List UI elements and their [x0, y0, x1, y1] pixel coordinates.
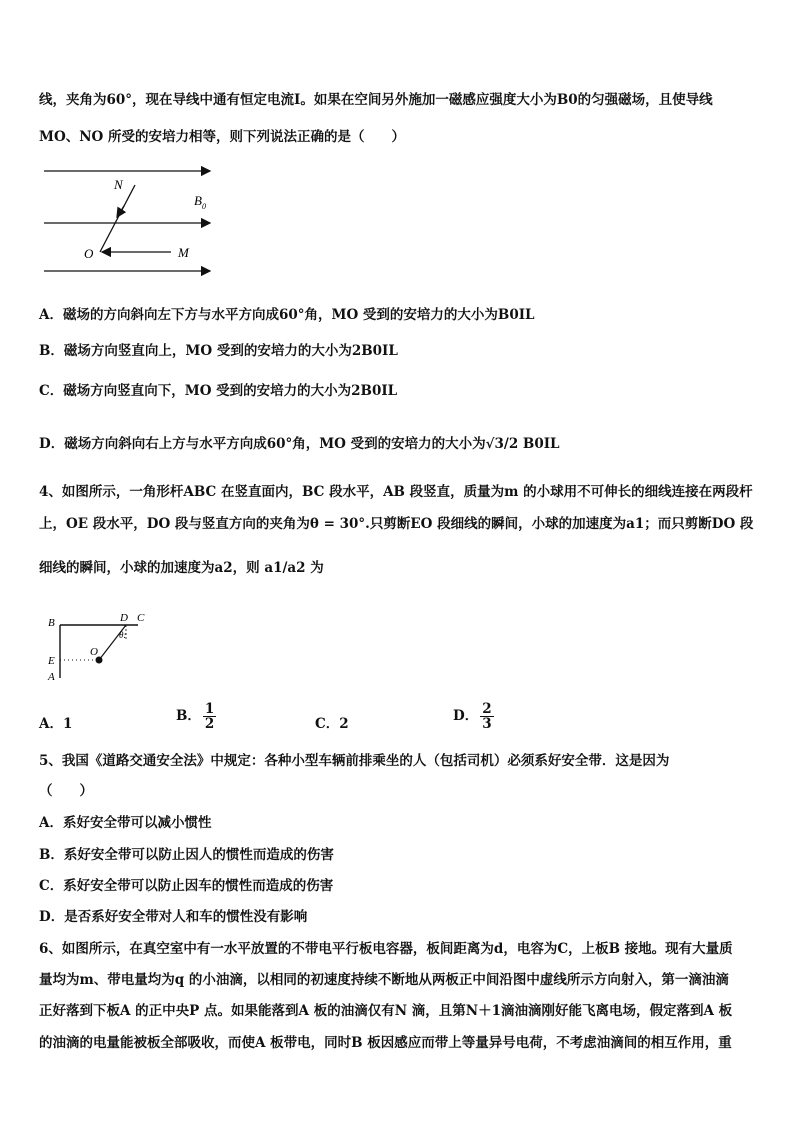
- label-A: A: [48, 671, 55, 683]
- label-C: C: [137, 612, 145, 624]
- label-N: N: [114, 177, 123, 192]
- q3-text-line-1: 线，夹角为60°，现在导线中通有恒定电流I。如果在空间另外施加一磁感应强度大小为B0的匀强磁场，且使导线: [39, 92, 713, 108]
- q4-option-b: B． $\frac{1}{2}$: [176, 701, 215, 733]
- q3-magnetic-field-figure: [38, 160, 238, 280]
- label-O: O: [90, 646, 98, 658]
- q6-text-line-1: 6、如图所示，在真空室中有一水平放置的不带电平行板电容器，板间距离为d，电容为C，上板B 接地。现有大量质: [39, 941, 733, 957]
- q6-text-line-2: 量均为m、带电量均为q 的小油滴，以相同的初速度持续不断地从两板正中间沿图中虚线所示方向射入，第一滴油滴: [39, 972, 729, 988]
- q3-option-a: A．磁场的方向斜向左下方与水平方向成60°角，MO 受到的安培力的大小为B0IL: [39, 307, 535, 323]
- wire-NO: [100, 185, 135, 252]
- q5-option-b: B．系好安全带可以防止因人的惯性而造成的伤害: [39, 847, 334, 863]
- q3-option-b: B．磁场方向竖直向上，MO 受到的安培力的大小为2B0IL: [39, 343, 398, 359]
- q6-text-line-3: 正好落到下板A 的正中央P 点。如果能落到A 板的油滴仅有N 滴，且第N＋1滴油滴刚好能飞离电场，假定落到A 板: [39, 1003, 733, 1019]
- q4-angle-rod-figure: [40, 610, 160, 690]
- q5-option-c: C．系好安全带可以防止因车的惯性而造成的伤害: [39, 878, 334, 894]
- q4-option-c: C．2: [315, 716, 349, 732]
- current-arrow-on-NO: [117, 206, 124, 217]
- q4-option-a: A．1: [39, 716, 73, 732]
- q4-text-line-1: 4、如图所示，一角形杆ABC 在竖直面内，BC 段水平，AB 段竖直，质量为m 的小球用不可伸长的细线连接在两段杆: [39, 484, 753, 500]
- q3-option-d: D．磁场方向斜向右上方与水平方向成60°角，MO 受到的安培力的大小为√3/2 B0IL: [39, 436, 560, 452]
- q3-option-c: C．磁场方向竖直向下，MO 受到的安培力的大小为2B0IL: [39, 383, 398, 399]
- q5-option-a: A．系好安全带可以减小惯性: [39, 815, 212, 831]
- label-B0: $B_0$: [194, 193, 206, 211]
- q5-option-d: D．是否系好安全带对人和车的惯性没有影响: [39, 909, 308, 925]
- label-M: M: [178, 245, 189, 260]
- label-O: O: [84, 246, 94, 261]
- q4-option-d: D． $\frac{2}{3}$: [453, 701, 492, 733]
- label-E: E: [48, 655, 55, 667]
- q4-text-line-2: 上，OE 段水平，DO 段与竖直方向的夹角为θ = 30°.只剪断EO 段细线的瞬间，小球的加速度为a1；而只剪断DO 段: [39, 516, 754, 532]
- q5-text-line-1: 5、我国《道路交通安全法》中规定：各种小型车辆前排乘坐的人（包括司机）必须系好安全带．这是因为: [39, 753, 670, 769]
- label-theta: θ:: [119, 630, 127, 640]
- label-B: B: [48, 617, 55, 629]
- q3-text-line-2: MO、NO 所受的安培力相等，则下列说法正确的是（ ）: [39, 129, 406, 145]
- label-D: D: [120, 612, 128, 624]
- q5-text-line-2: （ ）: [39, 783, 93, 799]
- q6-text-line-4: 的油滴的电量能被板全部吸收，而使A 板带电，同时B 板因感应而带上等量异号电荷，不考虑油滴间的相互作用，重: [39, 1035, 732, 1051]
- q4-text-line-3: 细线的瞬间，小球的加速度为a2，则 a1/a2 为: [39, 560, 324, 576]
